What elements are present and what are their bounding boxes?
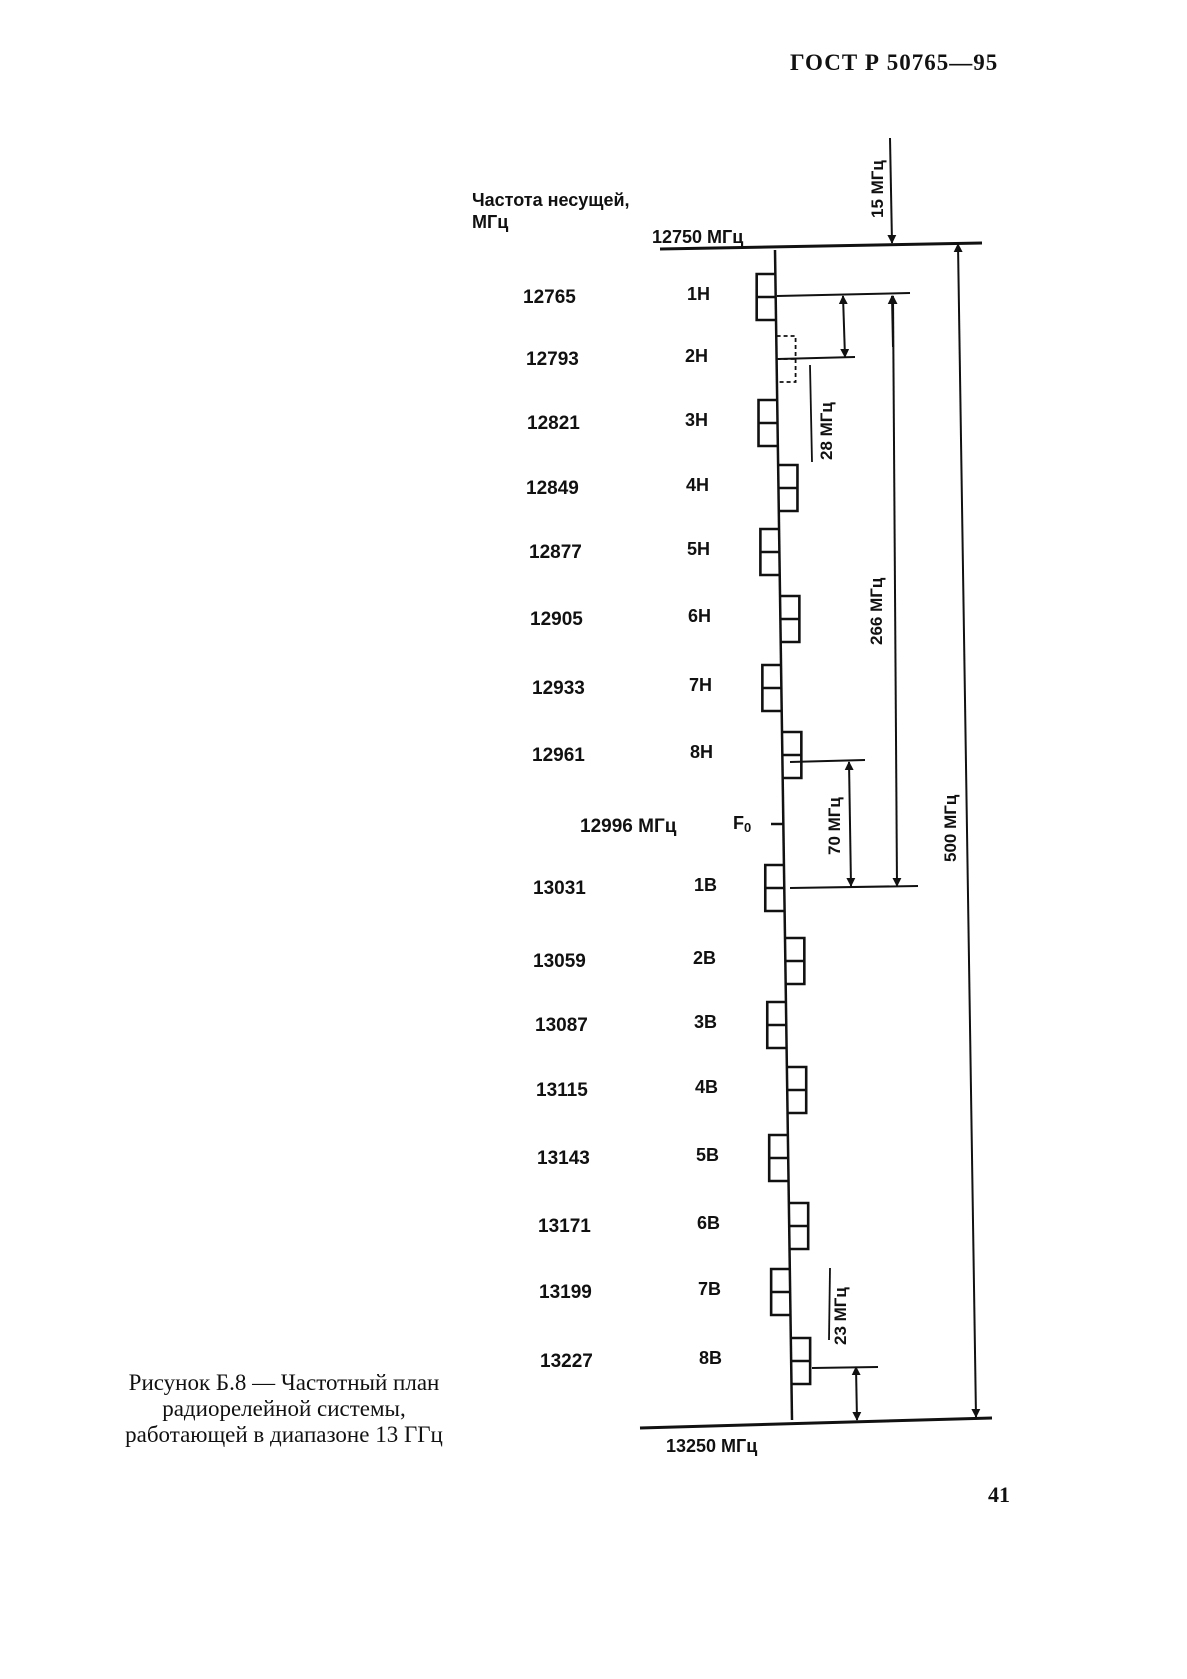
channel-label: 6Н — [688, 606, 712, 626]
channel-2В — [533, 938, 804, 984]
center-frequency-symbol: F0 — [733, 813, 752, 835]
channel-2Н — [526, 336, 796, 382]
dim-500-label: 500 МГц — [941, 794, 960, 862]
channel-spectrum-mark — [789, 1203, 808, 1249]
channel-spectrum-mark — [765, 865, 784, 911]
channel-spectrum-mark — [787, 1067, 806, 1113]
channel-label: 3В — [694, 1012, 718, 1032]
channel-frequency: 12765 — [523, 287, 576, 308]
dim-266-label: 266 МГц — [867, 577, 886, 645]
page-number: 41 — [988, 1482, 1010, 1507]
channel-frequency: 13087 — [535, 1015, 588, 1036]
channel-frequency: 13171 — [538, 1216, 591, 1237]
channel-spectrum-mark — [769, 1135, 788, 1181]
channel-6В — [538, 1203, 808, 1249]
channel-1Н — [523, 274, 776, 320]
dim-70-arrow — [849, 762, 851, 886]
channel-5Н — [529, 529, 779, 575]
caption-line3: работающей в диапазоне 13 ГГц — [125, 1422, 443, 1447]
channel-4В — [536, 1067, 806, 1113]
channel-4Н — [526, 465, 797, 511]
dim-28-arrow — [843, 296, 845, 357]
dim-23-extension — [829, 1268, 830, 1340]
frequency-axis-line — [775, 250, 792, 1420]
axis-title-line1: Частота несущей, — [472, 190, 630, 210]
channel-label: 8Н — [690, 742, 714, 762]
center-frequency-label: 12996 МГц — [580, 816, 677, 837]
channel-frequency: 12821 — [527, 413, 580, 434]
channel-label: 1Н — [687, 284, 711, 304]
channel-label: 7Н — [689, 675, 713, 695]
channel-label: 1В — [694, 875, 718, 895]
channel-8В — [540, 1338, 810, 1384]
channel-frequency: 13031 — [533, 878, 586, 899]
channel-8Н — [532, 732, 801, 778]
channel-3В — [535, 1002, 786, 1048]
channel-frequency: 13059 — [533, 951, 586, 972]
channel-spectrum-mark — [778, 465, 797, 511]
dim-15-label: 15 МГц — [868, 160, 887, 218]
channel-label: 5В — [696, 1145, 720, 1165]
channel-label: 7В — [698, 1279, 722, 1299]
channel-label: 2Н — [685, 346, 709, 366]
channel-7Н — [532, 665, 781, 711]
channel-frequency: 13115 — [536, 1080, 588, 1101]
dim-28-label: 28 МГц — [817, 402, 836, 460]
channel-label: 3Н — [685, 410, 709, 430]
channel-frequency: 12877 — [529, 542, 582, 563]
channel-spectrum-mark — [791, 1338, 810, 1384]
figure-caption — [88, 1370, 480, 1448]
channel-spectrum-mark — [771, 1269, 790, 1315]
channel-frequency: 13227 — [540, 1351, 593, 1372]
channel-frequency: 12933 — [532, 678, 585, 699]
channel-1В — [533, 865, 784, 911]
channel-3Н — [527, 400, 778, 446]
dim-line-12765 — [777, 293, 910, 296]
channel-frequency: 12905 — [530, 609, 583, 630]
dim-line-13031 — [790, 886, 918, 888]
channel-label: 6В — [697, 1213, 721, 1233]
channel-7В — [539, 1269, 790, 1315]
channel-spectrum-mark — [785, 938, 804, 984]
channel-frequency: 12961 — [532, 745, 585, 766]
caption-line2: радиорелейной системы, — [162, 1396, 406, 1421]
top-band-edge-label: 12750 МГц — [652, 227, 744, 247]
bottom-band-edge-line — [640, 1418, 992, 1428]
standard-number: ГОСТ Р 50765—95 — [790, 50, 999, 75]
caption-line1: Рисунок Б.8 — Частотный план — [128, 1370, 440, 1395]
channel-spectrum-mark — [759, 400, 778, 446]
dim-line-13227 — [812, 1367, 878, 1368]
channel-frequency: 13199 — [539, 1282, 592, 1303]
channel-6Н — [530, 596, 799, 642]
channel-5В — [537, 1135, 788, 1181]
channel-frequency: 13143 — [537, 1148, 590, 1169]
channel-frequency: 12849 — [526, 478, 579, 499]
channel-spectrum-mark — [757, 274, 776, 320]
dim-23-label: 23 МГц — [831, 1287, 850, 1345]
channel-label: 2В — [693, 948, 717, 968]
dim-266-arrow — [893, 296, 897, 886]
channel-label: 8В — [699, 1348, 723, 1368]
channel-frequency: 12793 — [526, 349, 579, 370]
channel-spectrum-mark — [767, 1002, 786, 1048]
channel-spectrum-mark — [760, 529, 779, 575]
dim-70-label: 70 МГц — [825, 797, 844, 855]
dim-15-arrow-top — [890, 138, 892, 243]
channel-label: 5Н — [687, 539, 711, 559]
channel-label: 4Н — [686, 475, 710, 495]
channel-spectrum-mark — [762, 665, 781, 711]
channel-spectrum-mark — [782, 732, 801, 778]
channel-label: 4В — [695, 1077, 719, 1097]
dim-23-arrow — [856, 1367, 857, 1420]
dim-line-12793 — [778, 357, 855, 359]
channel-spectrum-mark — [780, 596, 799, 642]
axis-title-line2: МГц — [472, 212, 509, 232]
dim-28-extension — [810, 365, 812, 462]
dim-500-arrow — [958, 244, 976, 1417]
bottom-band-edge-label: 13250 МГц — [666, 1436, 758, 1456]
